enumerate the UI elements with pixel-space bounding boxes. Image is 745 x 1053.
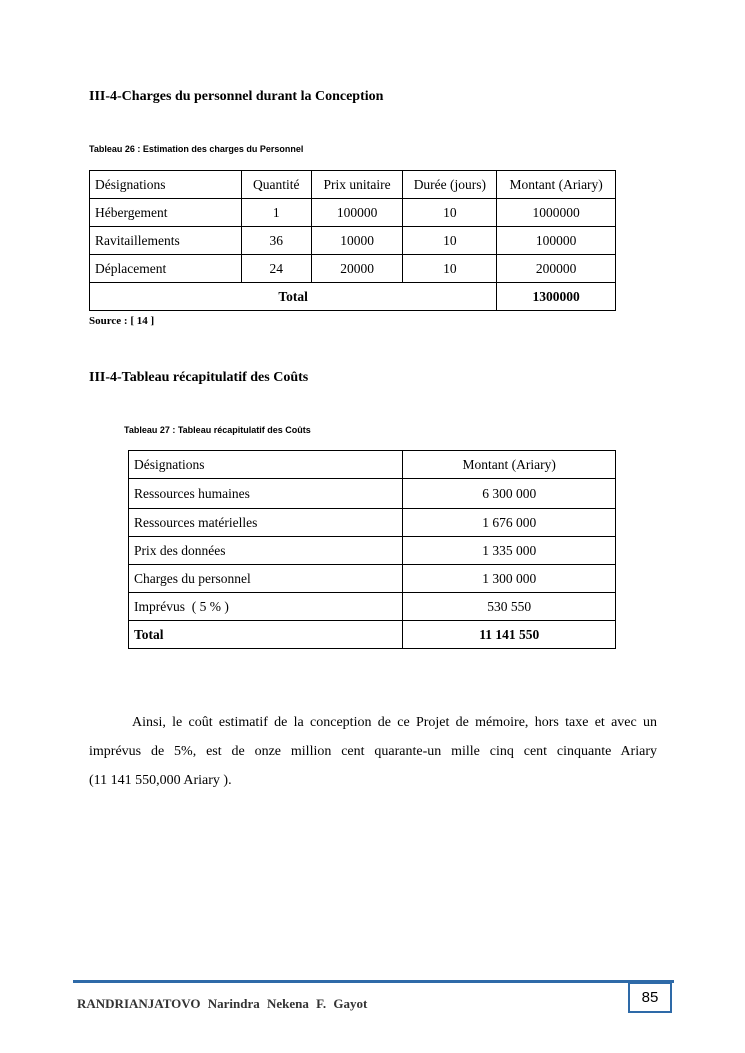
table-charges-personnel xyxy=(89,170,616,311)
section-title-recap: III-4-Tableau récapitulatif des Coûts xyxy=(89,370,309,385)
table-row xyxy=(90,255,616,283)
header-cell: Prix unitaire xyxy=(311,171,403,199)
table-cell: Ressources humaines xyxy=(129,479,403,509)
footer-divider xyxy=(73,980,674,983)
conclusion-paragraph xyxy=(89,708,657,795)
table-cell: Ravitaillements xyxy=(90,227,242,255)
total-label: Total xyxy=(90,283,497,311)
table-header-row xyxy=(90,171,616,199)
table-cell: 200000 xyxy=(497,255,616,283)
paragraph-line: Ainsi, le coût estimatif de la conception de ce Projet de mémoire, hors taxe et avec un xyxy=(132,715,657,730)
table-cell: Imprévus ( 5 % ) xyxy=(129,593,403,621)
footer-author: RANDRIANJATOVO Narindra Nekena F. Gayot xyxy=(77,996,368,1011)
table-total-row xyxy=(129,621,616,649)
table-cell: 100000 xyxy=(497,227,616,255)
table-row xyxy=(90,227,616,255)
table-cell: Hébergement xyxy=(90,199,242,227)
table-source: Source : [ 14 ] xyxy=(89,315,155,327)
table-row xyxy=(129,565,616,593)
table-cell: 530 550 xyxy=(403,593,616,621)
table-cell: 1 335 000 xyxy=(403,537,616,565)
table-cell: 1 676 000 xyxy=(403,509,616,537)
table-row xyxy=(90,199,616,227)
table-cell: 10000 xyxy=(311,227,403,255)
total-value: 11 141 550 xyxy=(403,621,616,649)
header-cell: Montant (Ariary) xyxy=(403,451,616,479)
table-total-row xyxy=(90,283,616,311)
paragraph-line: imprévus de 5%, est de onze million cent quarante-un mille cinq cent cinquante Ariary xyxy=(89,744,657,759)
table-cell: 1000000 xyxy=(497,199,616,227)
table-cell: Charges du personnel xyxy=(129,565,403,593)
table-cell: 36 xyxy=(241,227,311,255)
table-cell: Prix des données xyxy=(129,537,403,565)
header-cell: Désignations xyxy=(90,171,242,199)
table-row xyxy=(129,509,616,537)
table-cell: 10 xyxy=(403,227,497,255)
paragraph-line: (11 141 550,000 Ariary ). xyxy=(89,773,232,788)
table-27-caption: Tableau 27 : Tableau récapitulatif des Coûts xyxy=(124,425,311,435)
table-row xyxy=(129,593,616,621)
table-row xyxy=(129,537,616,565)
header-cell: Durée (jours) xyxy=(403,171,497,199)
page-number: 85 xyxy=(628,982,672,1013)
table-cell: 24 xyxy=(241,255,311,283)
table-cell: 10 xyxy=(403,255,497,283)
table-26-caption: Tableau 26 : Estimation des charges du Personnel xyxy=(89,144,304,154)
table-recap-couts xyxy=(128,450,616,649)
total-label: Total xyxy=(129,621,403,649)
header-cell: Montant (Ariary) xyxy=(497,171,616,199)
table-row xyxy=(129,479,616,509)
table-cell: 10 xyxy=(403,199,497,227)
table-cell: 100000 xyxy=(311,199,403,227)
table-cell: Déplacement xyxy=(90,255,242,283)
total-value: 1300000 xyxy=(497,283,616,311)
table-cell: 1 xyxy=(241,199,311,227)
table-header-row xyxy=(129,451,616,479)
table-cell: 20000 xyxy=(311,255,403,283)
section-title-charges: III-4-Charges du personnel durant la Conception xyxy=(89,89,384,104)
header-cell: Quantité xyxy=(241,171,311,199)
table-cell: Ressources matérielles xyxy=(129,509,403,537)
header-cell: Désignations xyxy=(129,451,403,479)
table-cell: 1 300 000 xyxy=(403,565,616,593)
table-cell: 6 300 000 xyxy=(403,479,616,509)
